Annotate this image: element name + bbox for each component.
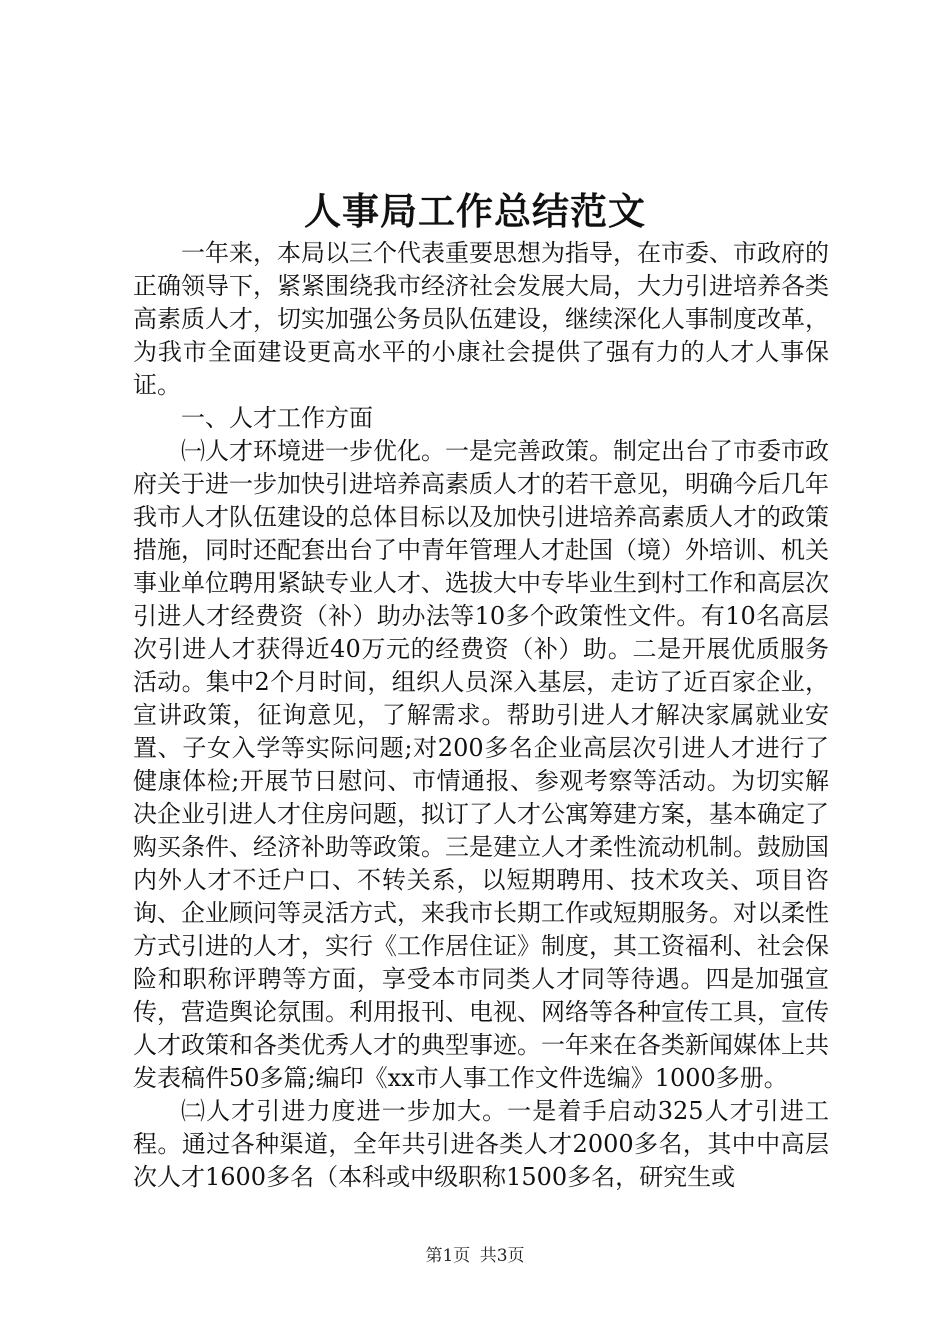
page-total: 共3页 [479, 1246, 525, 1266]
section-heading: 一、人才工作方面 [181, 404, 373, 432]
body-paragraph: ㈠人才环境进一步优化。一是完善政策。制定出台了市委市政府关于进一步加快引进培养高素质人才的若干意见，明确今后几年我市人才队伍建设的总体目标以及加快引进培养高素质人才的政策措施，同时还配套出台了中青年管理人才赴国（境）外培训、机关事业单位聘用紧缺专业人才、选拔大中专毕业生到村工作和高层次引进人才经费资（补）助办法等10多个政策性文件。有10名高层次引进人才获得近40万元的经费资（补）助。二是开展优质服务活动。集中2个月时间，组织人员深入基层，走访了近百家企业，宣讲政策，征询意见，了解需求。帮助引进人才解决家属就业安置、子女入学等实际问题;对200多名企业高层次引进人才进行了健康体检;开展节日慰问、市情通报、参观考察等活动。为切实解决企业引进人才住房问题，拟订了人才公寓筹建方案，基本确定了购买条件、经济补助等政策。三是建立人才柔性流动机制。鼓励国内外人才不迁户口、不转关系，以短期聘用、技术攻关、项目咨询、企业顾问等灵活方式，来我市长期工作或短期服务。对以柔性方式引进的人才，实行《工作居住证》制度，其工资福利、社会保险和职称评聘等方面，享受本市同类人才同等待遇。四是加强宣传，营造舆论氛围。利用报刊、电视、网络等各种宣传工具，宣传人才政策和各类优秀人才的典型事迹。一年来在各类新闻媒体上共发表稿件50多篇;编印《xx市人事工作文件选编》1000多册。 [133, 437, 829, 1092]
page-number: 第1页 [425, 1246, 471, 1266]
page-footer [0, 1244, 950, 1268]
document-title: 人事局工作总结范文 [304, 189, 646, 233]
document-body [133, 237, 829, 1194]
body-paragraph: ㈡人才引进力度进一步加大。一是着手启动325人才引进工程。通过各种渠道，全年共引进各类人才2000多名，其中中高层次人才1600多名（本科或中级职称1500多名，研究生或 [133, 1097, 829, 1191]
intro-paragraph: 一年来，本局以三个代表重要思想为指导，在市委、市政府的正确领导下，紧紧围绕我市经济社会发展大局，大力引进培养各类高素质人才，切实加强公务员队伍建设，继续深化人事制度改革，为我市全面建设更高水平的小康社会提供了强有力的人才人事保证。 [133, 239, 829, 399]
